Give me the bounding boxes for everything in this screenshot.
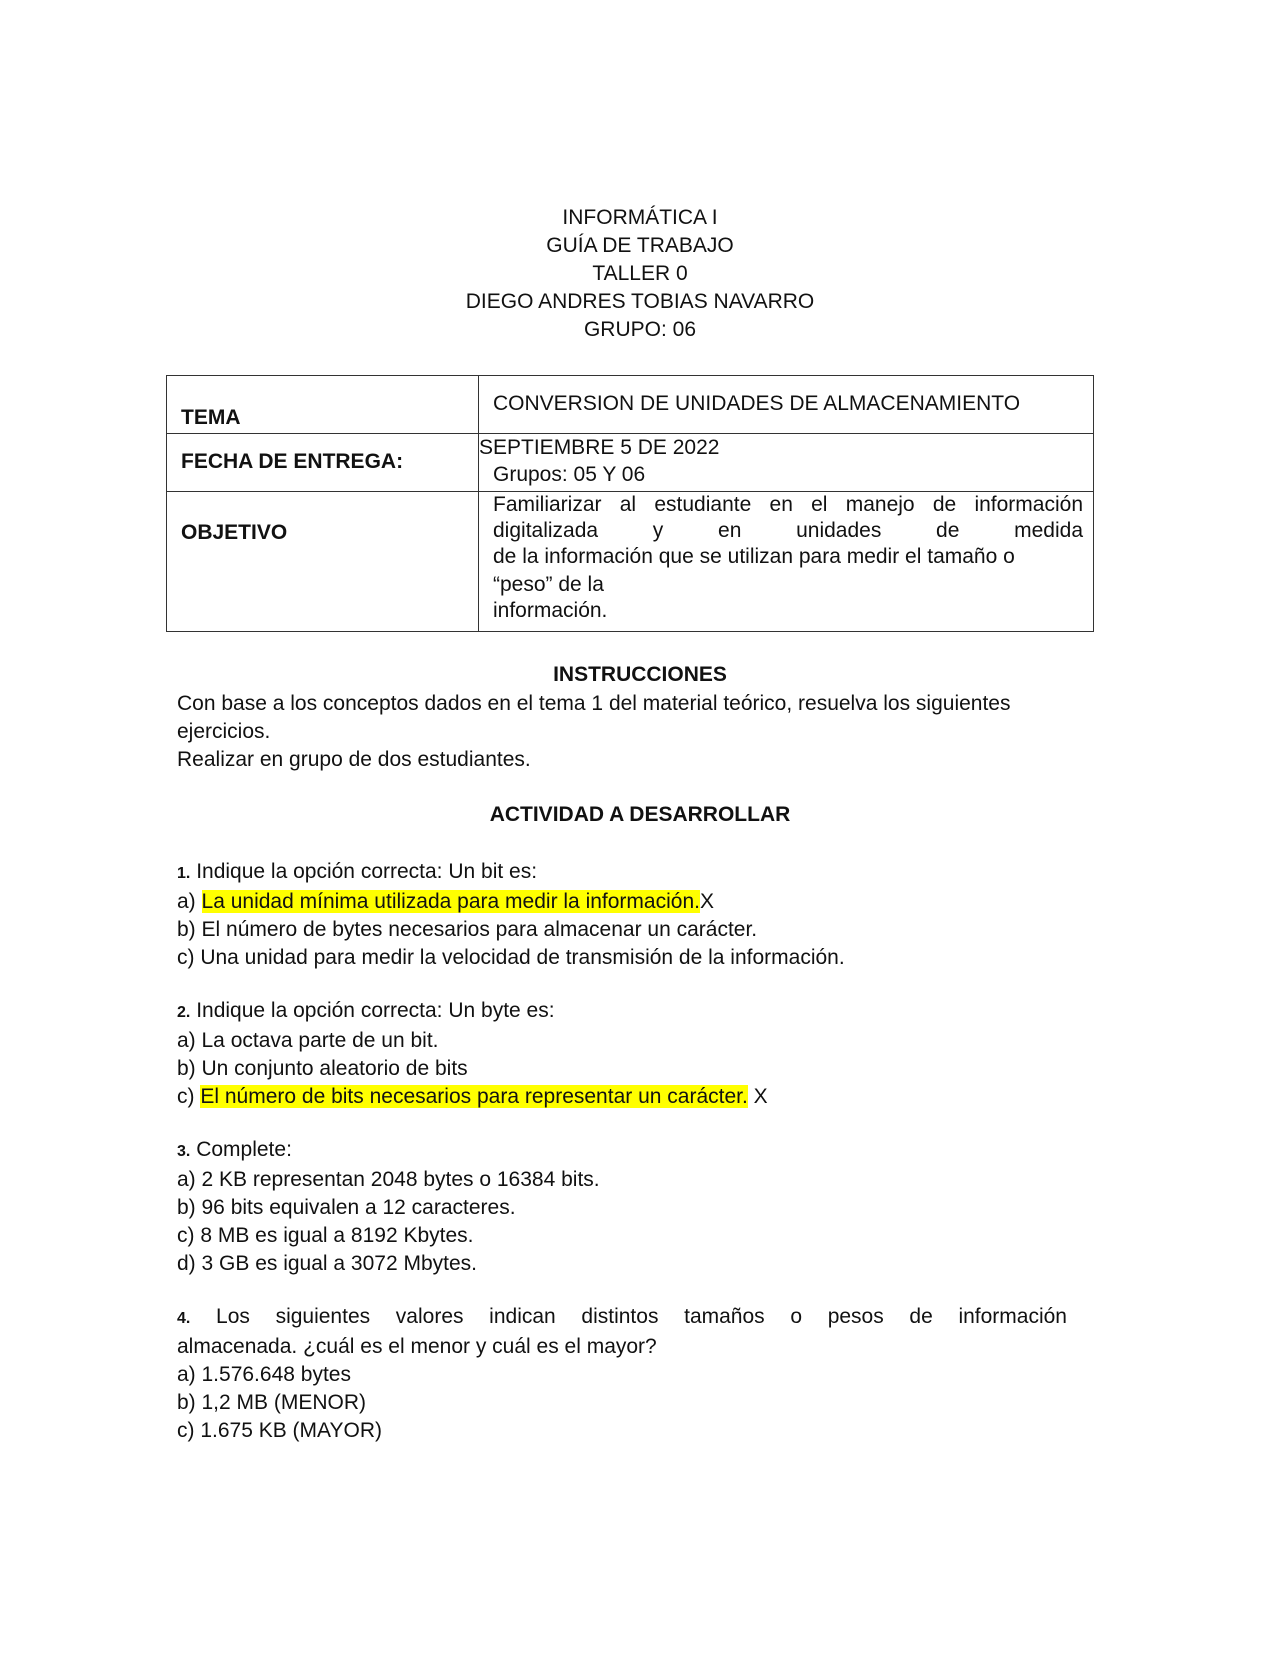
table-row — [167, 434, 1094, 492]
course-title: INFORMÁTICA I — [562, 206, 718, 229]
question-1 — [177, 858, 1107, 972]
document-header — [0, 204, 1280, 344]
question-number: 1. — [177, 865, 191, 882]
question-number: 3. — [177, 1143, 191, 1160]
instructions-title: INSTRUCCIONES — [553, 663, 727, 686]
question-prompt: Complete: — [196, 1138, 292, 1161]
objetivo-label: OBJETIVO — [167, 492, 479, 632]
highlighted-answer: La unidad mínima utilizada para medir la información. — [201, 890, 700, 913]
option-c: c) Una unidad para medir la velocidad de transmisión de la información. — [177, 946, 845, 969]
question-prompt: Indique la opción correcta: Un bit es: — [196, 860, 538, 883]
question-2 — [177, 997, 1107, 1111]
question-prompt: Indique la opción correcta: Un byte es: — [196, 999, 555, 1022]
option-a: a) La octava parte de un bit. — [177, 1029, 439, 1052]
instructions-body — [177, 690, 1107, 774]
tema-value: CONVERSION DE UNIDADES DE ALMACENAMIENTO — [479, 376, 1094, 434]
fecha-date: SEPTIEMBRE 5 DE 2022 — [479, 436, 720, 459]
option-c: c) 1.675 KB (MAYOR) — [177, 1419, 382, 1442]
table-row — [167, 492, 1094, 632]
option-b: b) 96 bits equivalen a 12 caracteres. — [177, 1196, 516, 1219]
question-number: 4. — [177, 1310, 191, 1327]
question-prompt: Los siguientes valores indican distintos tamaños o pesos de información — [216, 1305, 1067, 1328]
fecha-value — [479, 434, 1094, 492]
option-a: a) 2 KB representan 2048 bytes o 16384 bits. — [177, 1168, 600, 1191]
option-c: c) 8 MB es igual a 8192 Kbytes. — [177, 1224, 474, 1247]
question-number: 2. — [177, 1004, 191, 1021]
highlighted-answer: El número de bits necesarios para representar un carácter. — [200, 1085, 748, 1108]
option-b: b) Un conjunto aleatorio de bits — [177, 1057, 468, 1080]
option-b: b) 1,2 MB (MENOR) — [177, 1391, 367, 1414]
instructions-line: ejercicios. — [177, 720, 271, 743]
option-b: b) El número de bytes necesarios para almacenar un carácter. — [177, 918, 758, 941]
student-name: DIEGO ANDRES TOBIAS NAVARRO — [465, 290, 815, 313]
tema-label: TEMA — [167, 376, 479, 434]
group-number: GRUPO: 06 — [583, 318, 697, 341]
objetivo-line: información. — [493, 599, 608, 622]
question-prompt-cont: almacenada. ¿cuál es el menor y cuál es el mayor? — [177, 1335, 657, 1358]
objetivo-value — [479, 492, 1094, 632]
objetivo-line: Familiarizar al estudiante en el manejo de información — [493, 493, 1083, 516]
question-4 — [177, 1303, 1107, 1445]
fecha-label: FECHA DE ENTREGA: — [167, 434, 479, 492]
option-a: a) 1.576.648 bytes — [177, 1363, 351, 1386]
answer-mark: X — [699, 890, 714, 913]
instructions-line: Con base a los conceptos dados en el tema 1 del material teórico, resuelva los siguientes — [177, 692, 1011, 715]
answer-mark: X — [753, 1085, 768, 1108]
objetivo-line: de la información que se utilizan para medir el tamaño o — [493, 545, 1015, 568]
fecha-groups: Grupos: 05 Y 06 — [493, 463, 646, 486]
info-table — [166, 375, 1094, 632]
table-row — [167, 376, 1094, 434]
guide-title: GUÍA DE TRABAJO — [546, 234, 734, 257]
objetivo-line: digitalizada y en unidades de medida — [493, 519, 1083, 542]
question-3 — [177, 1136, 1107, 1278]
objetivo-line: “peso” de la — [493, 573, 604, 596]
workshop-title: TALLER 0 — [592, 262, 688, 285]
option-prefix: a) — [177, 890, 196, 913]
option-prefix: c) — [177, 1085, 195, 1108]
option-d: d) 3 GB es igual a 3072 Mbytes. — [177, 1252, 477, 1275]
activity-title: ACTIVIDAD A DESARROLLAR — [489, 803, 791, 826]
instructions-line: Realizar en grupo de dos estudiantes. — [177, 748, 531, 771]
